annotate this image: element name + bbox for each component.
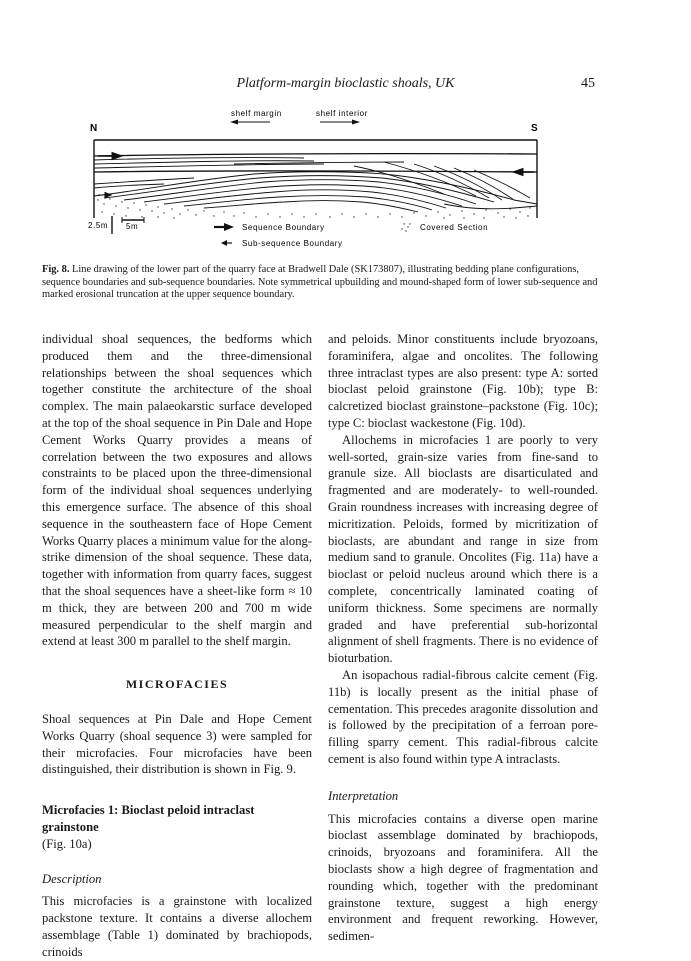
quarry-face-frame [94, 140, 537, 218]
sub-sequence-boundary-symbol [221, 240, 227, 246]
sub-sequence-boundary-arrows [98, 193, 111, 198]
legend [214, 223, 488, 248]
right-column [328, 331, 598, 945]
covered-section-stipple [97, 198, 530, 218]
left-paragraph-3: This microfacies is a grainstone with localized packstone texture. It contains a diverse allochem assemblage (Table 1) dominated by brachiopods, crinoids [42, 894, 312, 959]
horizontal-scale-label: 5m [126, 222, 139, 231]
right-paragraph-1: and peloids. Minor constituents include bryozoans, foraminifera, algae and oncolites. The following three intraclast types are also present: type A: sorted bioclast peloid grainstone (Fig. 10b); type B: calcretized bioclast grainstone–packstone (Fig. 10c); type C: bioclast wackestone (Fig. 10d). [328, 332, 598, 430]
interpretation-heading: Interpretation [328, 788, 399, 803]
south-label: S [531, 123, 538, 134]
bedding-plane-lines [94, 154, 537, 212]
north-label: N [90, 123, 98, 134]
figure-caption [42, 264, 614, 302]
description-heading: Description [42, 871, 102, 886]
vertical-scale-label: 2.5m [88, 221, 109, 230]
legend-sub-sequence-boundary: Sub-sequence Boundary [242, 239, 343, 248]
shelf-margin-arrow-head [230, 120, 238, 125]
page-number: 45 [581, 76, 595, 91]
shelf-interior-label: shelf interior [316, 109, 368, 118]
left-paragraph-2: Shoal sequences at Pin Dale and Hope Cement Works Quarry (shoal sequence 3) were sampled for their microfacies. Four microfacies have been distinguished, their distribution is shown in Fig. 9. [42, 711, 312, 777]
microfacies-1-heading [42, 802, 312, 852]
left-column [42, 331, 312, 961]
running-title: Platform-margin bioclastic shoals, UK [236, 76, 455, 91]
section-heading-microfacies: MICROFACIES [125, 677, 229, 692]
right-paragraph-3: An isopachous radial-fibrous calcite cement (Fig. 11b) is locally present as the initial phase of cementation. This precedes aragonite dissolution and is followed by the precipitation of a ferroan pore-filling sparry cement. This radial-fibrous calcite cement is also found within type A intraclasts. [328, 667, 598, 766]
page-header [0, 76, 691, 96]
microfacies-1-title: Microfacies 1: Bioclast peloid intraclast grainstone [42, 803, 255, 834]
shelf-margin-label: shelf margin [231, 109, 282, 118]
right-paragraph-2: Allochems in microfacies 1 are poorly to very well-sorted, grain-size varies from fine-sand to granule size. All bioclasts are disarticulated and fragmented and are moderately- to well-rounded. Grain roundness increases with increasing degree of micritization. Peloids, formed by micritization of bioclasts, are abundant and range in size from medium sand to granule. Oncolites (Fig. 11a) have a bioclast or peloid nucleus around which there is a complete, concentrically laminated coating of uniform thickness. Some specimens are normally graded and have preferential sub-horizontal alignment of shell fragments. There is no evidence of bioturbation. [328, 432, 598, 666]
shelf-interior-arrow-head [352, 120, 360, 125]
left-paragraph-1: individual shoal sequences, the bedforms which produced them and the three-dimensional relationships between the shoal sequences which together constitute the architecture of the shoal complex. The main palaeokarstic surface developed at the top of the shoal sequence in Pin Dale and Hope Cement Works Quarry provides a means of correlation between the two exposures and allows constraints to be placed upon the three-dimensional form of the individual shoal sequences underlying this emergence surface. The absence of this shoal sequence in the southeastern face of Hope Cement Works Quarry places a minimum value for the along-strike dimension of the shoal sequence. These data, together with information from quarry faces, suggest that the shoal sequences have a sheet-like form ≈ 10 m thick, they are between 200 and 700 m wide measured perpendicular to the shelf margin and extend at least 300 m parallel to the shelf margin. [42, 332, 312, 649]
upper-sequence-boundary [94, 154, 537, 156]
right-paragraph-4: This microfacies contains a diverse open marine bioclast assemblage dominated by brachiopods, crinoids, bryozoans and foraminifera. All the bioclasts show a high degree of fragmentation and rounding which, together with the predominant grainstone texture, suggest a high energy environment and frequent reworking. However, sedimen- [328, 811, 598, 944]
legend-sequence-boundary: Sequence Boundary [242, 223, 325, 232]
covered-section-symbol [401, 223, 410, 231]
sequence-boundary-symbol [224, 223, 234, 231]
caption-text: Line drawing of the lower part of the quarry face at Bradwell Dale (SK173807), illustrating bedding plane configurations, sequence boundaries and sub-sequence boundaries. Note symmetrical upbuilding and mound-shaped form of lower sub-sequence and marked erosional truncation at the upper sequence boundary. [42, 264, 598, 300]
caption-label: Fig. 8. [42, 264, 70, 275]
quarry-face-line-drawing [84, 100, 554, 258]
figure-8 [84, 100, 554, 258]
microfacies-1-figure-ref: (Fig. 10a) [42, 836, 92, 851]
legend-covered-section: Covered Section [420, 223, 489, 232]
